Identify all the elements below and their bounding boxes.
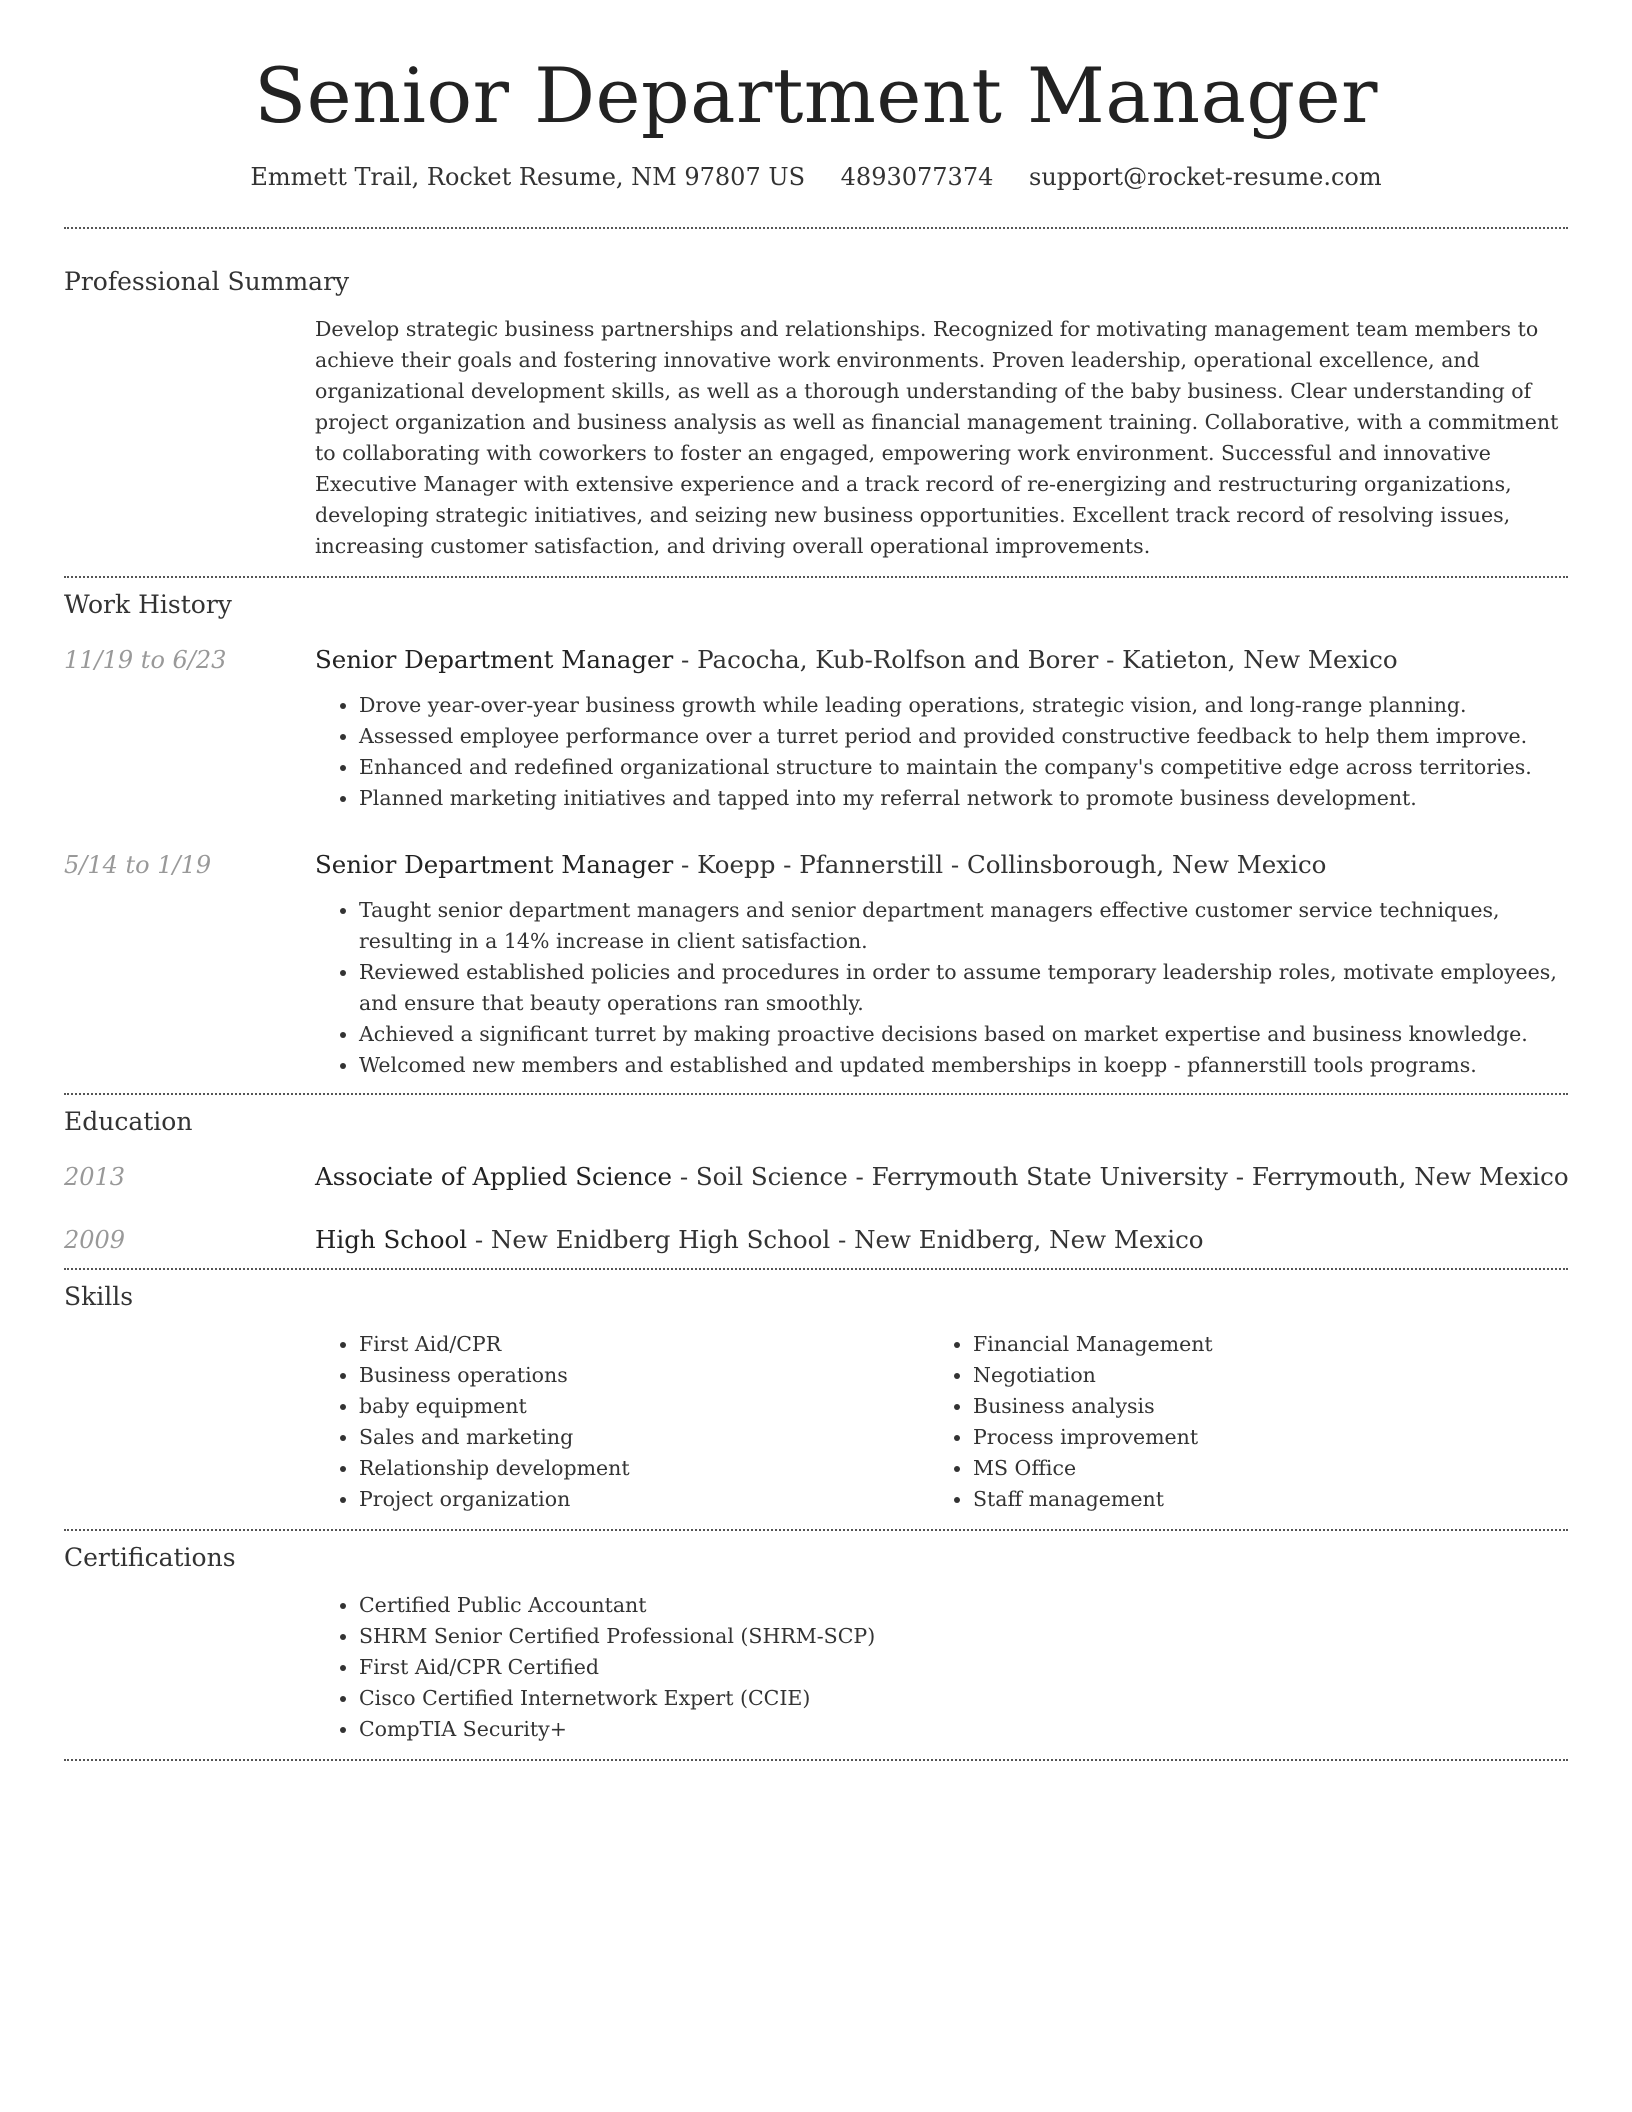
list-item: • SHRM Senior Certified Professional (SHRM-SCP)	[359, 1621, 1259, 1652]
divider	[64, 227, 1568, 229]
job-entry	[64, 850, 1568, 1081]
education-school: - Soil Science - Ferrymouth State University - Ferrymouth, New Mexico	[672, 1162, 1569, 1192]
job-dates: 11/19 to 6/23	[64, 646, 227, 675]
list-item: • Relationship development	[359, 1453, 929, 1484]
education-school: - New Enidberg High School - New Enidberg, New Mexico	[467, 1225, 1204, 1255]
job-bullets	[315, 895, 1568, 1081]
education-degree: High School	[315, 1225, 468, 1255]
job-bullets	[315, 690, 1568, 814]
certifications-list	[315, 1590, 1259, 1745]
section-title-work: Work History	[64, 590, 232, 620]
list-item: • Sales and marketing	[359, 1422, 929, 1453]
list-item: • Process improvement	[973, 1422, 1543, 1453]
contact-line	[64, 163, 1568, 191]
list-item: • Staff management	[973, 1484, 1543, 1515]
job-title	[315, 850, 1326, 879]
list-item: • Business analysis	[973, 1391, 1543, 1422]
list-item: • MS Office	[973, 1453, 1543, 1484]
education-title	[315, 1225, 1204, 1254]
job-employer: - Pacocha, Kub-Rolfson and Borer - Katieton, New Mexico	[673, 645, 1398, 675]
list-item: • First Aid/CPR	[359, 1329, 929, 1360]
list-item: • Negotiation	[973, 1360, 1543, 1391]
skills-list-left	[315, 1329, 929, 1515]
skills-grid	[315, 1329, 1568, 1515]
job-dates: 5/14 to 1/19	[64, 851, 212, 880]
list-item: • Project organization	[359, 1484, 929, 1515]
education-title	[315, 1162, 1569, 1191]
divider	[64, 1759, 1568, 1761]
job-entry	[64, 645, 1568, 814]
contact-address: Emmett Trail, Rocket Resume, NM 97807 US	[250, 163, 806, 192]
list-item: • Business operations	[359, 1360, 929, 1391]
education-degree: Associate of Applied Science	[315, 1162, 673, 1192]
section-title-certifications: Certifications	[64, 1543, 236, 1573]
list-item: • First Aid/CPR Certified	[359, 1652, 1259, 1683]
list-item: • Assessed employee performance over a turret period and provided constructive feedback to help them improve.	[359, 721, 1568, 752]
skills-list-right	[929, 1329, 1543, 1515]
divider	[64, 576, 1568, 578]
section-title-education: Education	[64, 1107, 193, 1137]
certifications-block	[315, 1590, 1568, 1745]
list-item: • Enhanced and redefined organizational structure to maintain the company's competitive edge across territories.	[359, 752, 1568, 783]
education-year: 2013	[64, 1163, 126, 1192]
contact-phone: 4893077374	[840, 163, 994, 192]
list-item: • Certified Public Accountant	[359, 1590, 1259, 1621]
job-employer: - Koepp - Pfannerstill - Collinsborough, New Mexico	[673, 850, 1327, 880]
list-item: • Planned marketing initiatives and tapped into my referral network to promote business development.	[359, 783, 1568, 814]
divider	[64, 1529, 1568, 1531]
resume-name: Senior Department Manager	[254, 51, 1378, 140]
divider	[64, 1093, 1568, 1095]
list-item: • Taught senior department managers and senior department managers effective customer service techniques, resulting in a 14% increase in client satisfaction.	[359, 895, 1568, 957]
list-item: • Achieved a significant turret by making proactive decisions based on market expertise and business knowledge.	[359, 1019, 1568, 1050]
list-item: • Cisco Certified Internetwork Expert (CCIE)	[359, 1683, 1259, 1714]
divider	[64, 1268, 1568, 1270]
job-role: Senior Department Manager	[315, 645, 674, 675]
job-title	[315, 645, 1398, 674]
list-item: • Drove year-over-year business growth while leading operations, strategic vision, and long-range planning.	[359, 690, 1568, 721]
list-item: • Reviewed established policies and procedures in order to assume temporary leadership roles, motivate employees, and ensure that beauty operations ran smoothly.	[359, 957, 1568, 1019]
section-title-skills: Skills	[64, 1282, 134, 1312]
list-item: • Financial Management	[973, 1329, 1543, 1360]
section-title-summary: Professional Summary	[64, 267, 350, 297]
list-item: • Welcomed new members and established and updated memberships in koepp - pfannerstill tools programs.	[359, 1050, 1568, 1081]
contact-email: support@rocket-resume.com	[1029, 163, 1382, 192]
education-year: 2009	[64, 1226, 126, 1255]
education-entry	[64, 1225, 1568, 1254]
summary-text: Develop strategic business partnerships and relationships. Recognized for motivating management team members to achieve their goals and fostering innovative work environments. Proven leadership, operational excellence, and organizational development skills, as well as a thorough understanding of the baby business. Clear understanding of project organization and business analysis as well as financial management training. Collaborative, with a commitment to collaborating with coworkers to foster an engaged, empowering work environment. Successful and innovative Executive Manager with extensive experience and a track record of re-energizing and restructuring organizations, developing strategic initiatives, and seizing new business opportunities. Excellent track record of resolving issues, increasing customer satisfaction, and driving overall operational improvements.	[315, 317, 1559, 559]
job-role: Senior Department Manager	[315, 850, 674, 880]
education-entry	[64, 1162, 1568, 1191]
list-item: • CompTIA Security+	[359, 1714, 1259, 1745]
list-item: • baby equipment	[359, 1391, 929, 1422]
